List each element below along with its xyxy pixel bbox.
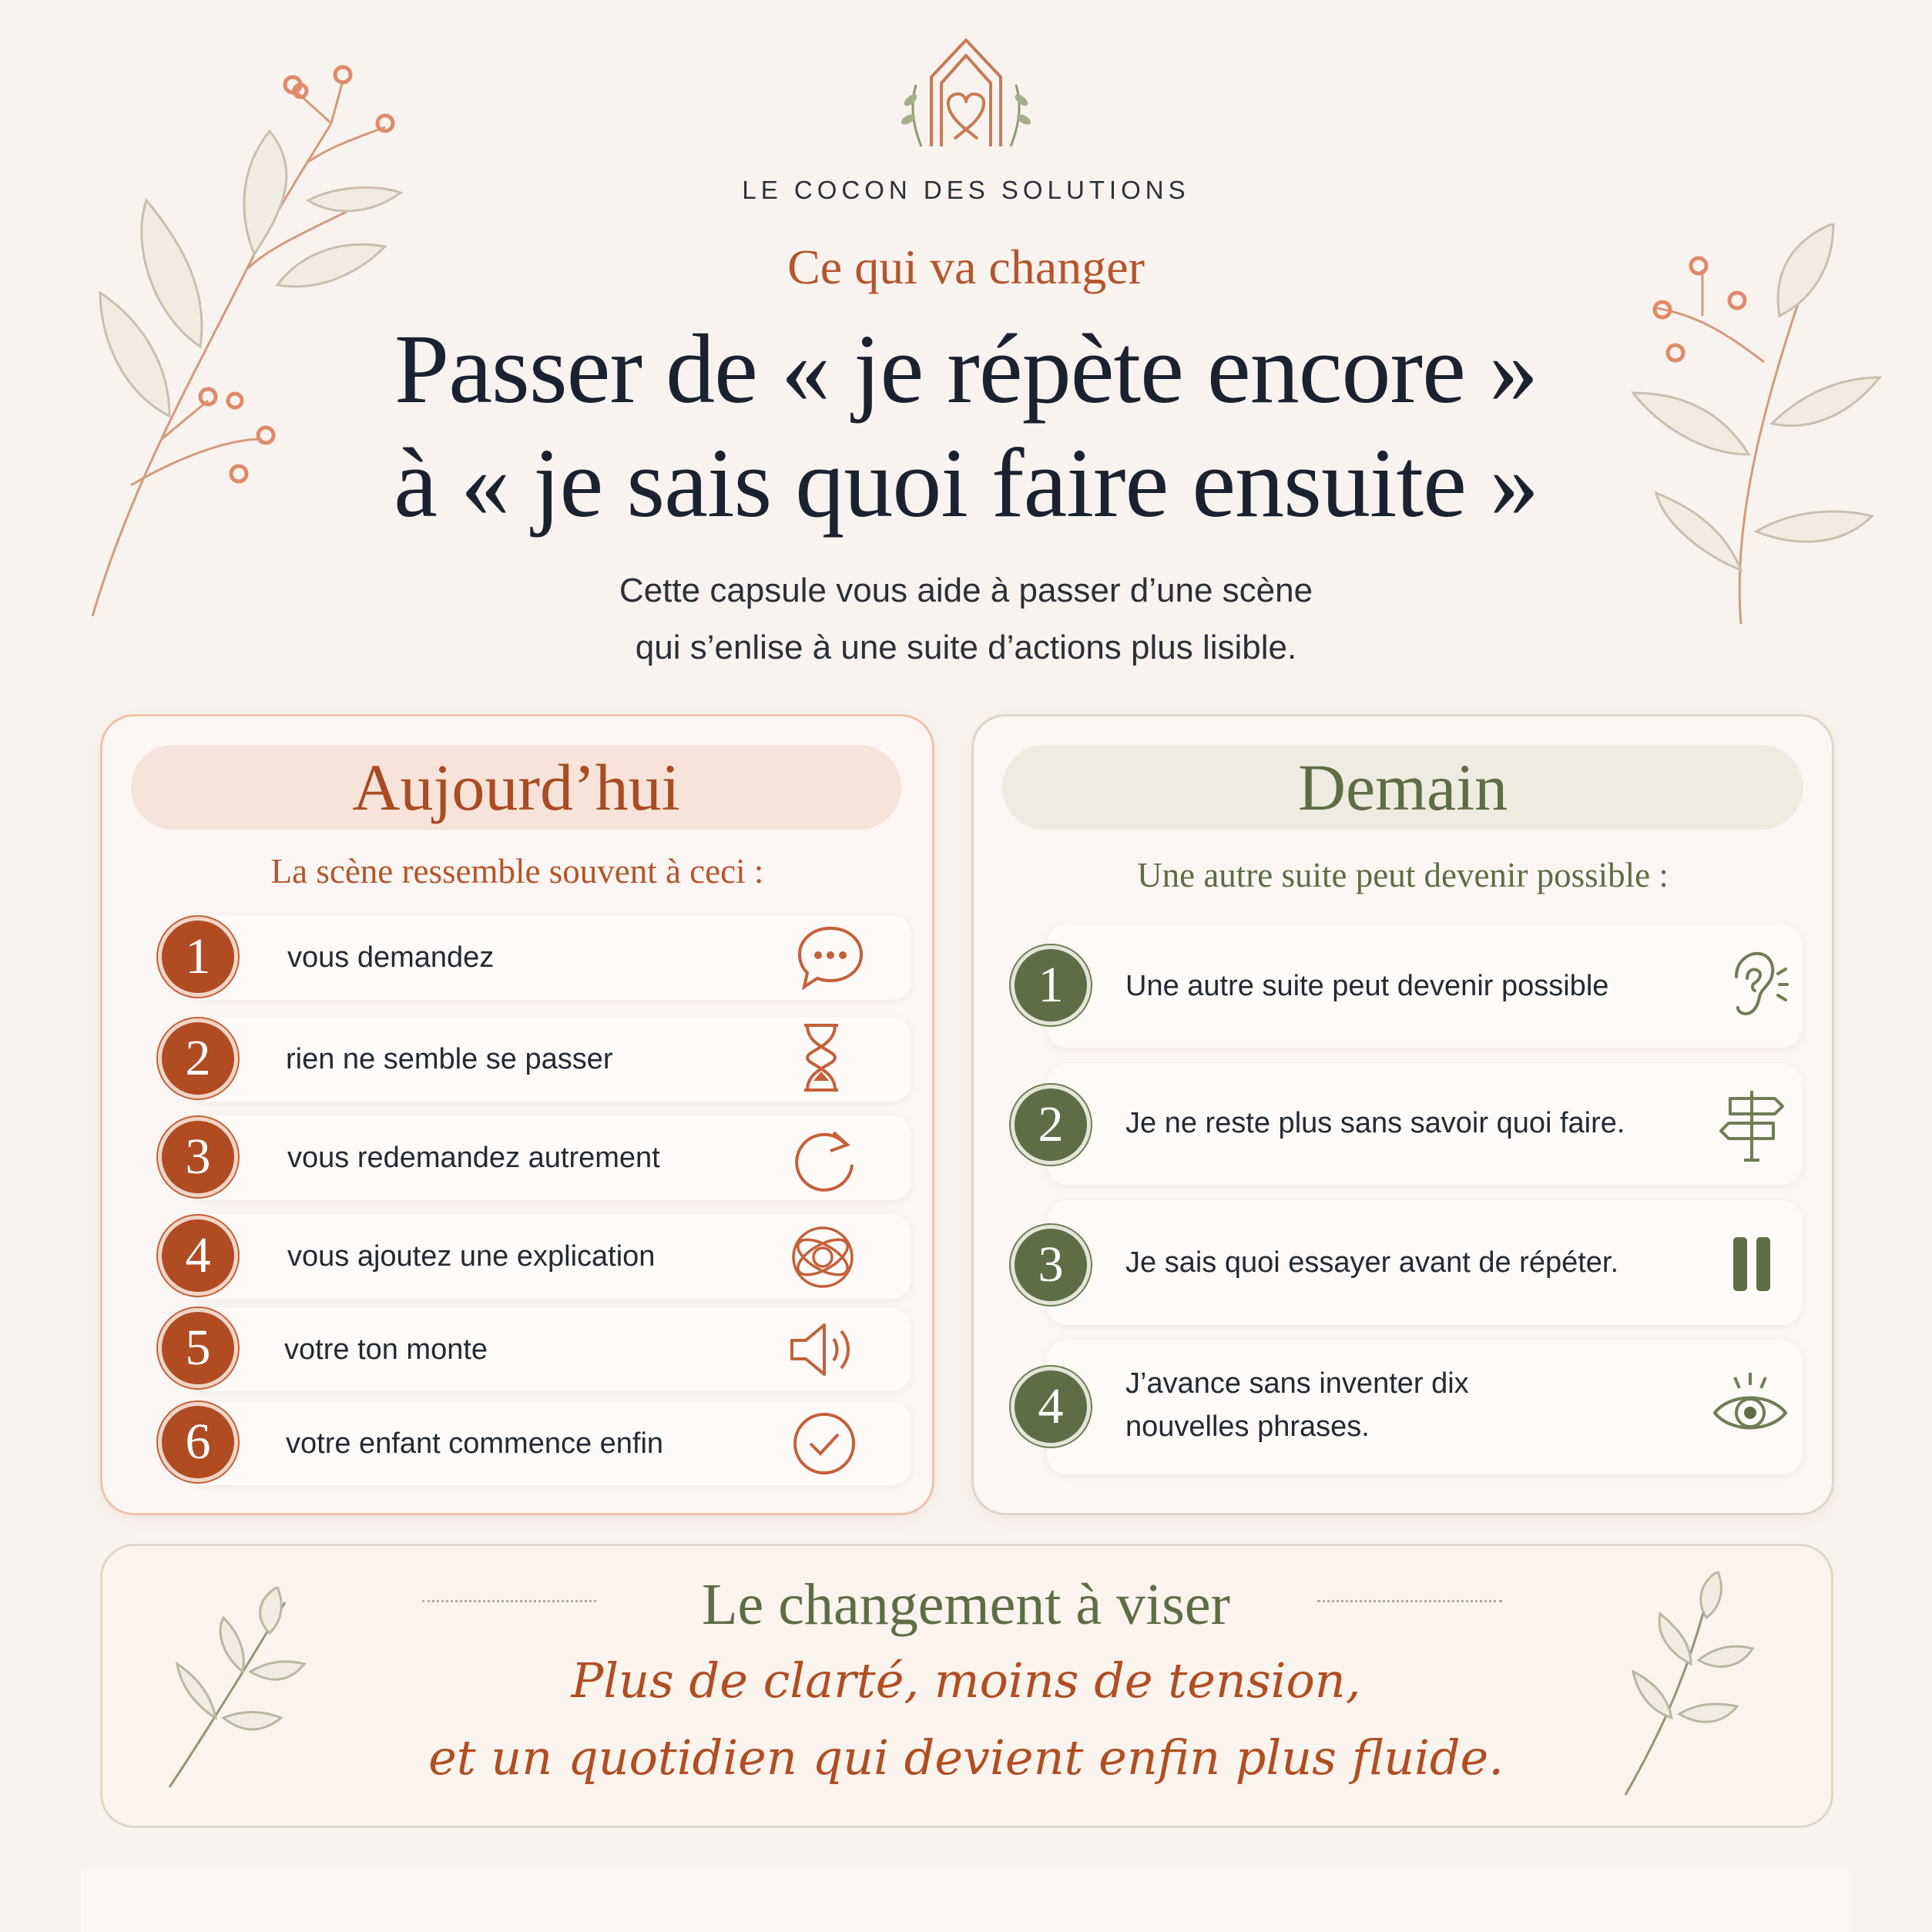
tomorrow-item-4-line-1: J’avance sans inventer dix — [1125, 1367, 1469, 1400]
today-number-2: 2 — [158, 1018, 238, 1098]
tomorrow-item-2-text: Je ne reste plus sans savoir quoi faire. — [1125, 1107, 1625, 1139]
footer-strip — [81, 1870, 1850, 1932]
tomorrow-title: Demain — [1002, 745, 1803, 830]
brand-name: LE COCON DES SOLUTIONS — [742, 176, 1190, 204]
tomorrow-item-3-text: Je sais quoi essayer avant de répéter. — [1125, 1246, 1619, 1279]
speaker-icon — [784, 1311, 861, 1388]
today-item-6-text: votre enfant commence enfin — [286, 1427, 664, 1460]
intro-line-2: qui s’enlise à une suite d’actions plus lisible. — [635, 629, 1297, 666]
eye-icon — [1712, 1368, 1789, 1445]
today-title: Aujourd’hui — [131, 745, 901, 830]
today-number-5: 5 — [158, 1308, 238, 1388]
today-item-4-text: vous ajoutez une explication — [287, 1240, 656, 1273]
goal-line-1: Plus de clarté, moins de tension, — [571, 1652, 1361, 1709]
goal-title: Le changement à viser — [702, 1572, 1230, 1637]
intro-line-1: Cette capsule vous aide à passer d’une scène — [619, 572, 1313, 609]
today-number-6: 6 — [158, 1402, 238, 1482]
speech-bubble-icon — [792, 919, 869, 996]
today-item-3-text: vous redemandez autrement — [287, 1142, 660, 1174]
tomorrow-row-3 — [1047, 1200, 1802, 1325]
today-card — [100, 714, 934, 1515]
hourglass-icon — [783, 1019, 860, 1096]
house-heart-logo-icon — [889, 31, 1043, 162]
tomorrow-card — [971, 714, 1834, 1515]
today-number-3: 3 — [158, 1117, 238, 1197]
tomorrow-row-1 — [1047, 924, 1802, 1048]
today-item-2-text: rien ne semble se passer — [286, 1043, 613, 1075]
pause-icon — [1713, 1225, 1790, 1302]
tomorrow-number-2: 2 — [1011, 1085, 1091, 1165]
signpost-icon — [1713, 1086, 1790, 1163]
check-circle-icon — [786, 1405, 863, 1482]
tomorrow-subtitle: Une autre suite peut devenir possible : — [1137, 856, 1669, 894]
goal-line-2: et un quotidien qui devient enfin plus fluide. — [428, 1729, 1504, 1786]
tomorrow-row-2 — [1047, 1063, 1802, 1185]
today-item-1-text: vous demandez — [287, 941, 495, 974]
tangled-circles-icon — [784, 1219, 861, 1296]
today-number-4: 4 — [158, 1216, 238, 1296]
today-item-5-text: votre ton monte — [284, 1333, 488, 1366]
today-subtitle: La scène ressemble souvent à ceci : — [270, 852, 764, 891]
page-title-line-2: à « je sais quoi faire ensuite » — [394, 428, 1538, 538]
refresh-icon — [786, 1122, 863, 1199]
intro-text — [0, 562, 1932, 676]
tomorrow-number-3: 3 — [1011, 1225, 1091, 1305]
page-title — [0, 312, 1932, 540]
kicker: Ce qui va changer — [787, 240, 1145, 294]
page-title-line-1: Passer de « je répète encore » — [394, 314, 1538, 424]
today-number-1: 1 — [158, 917, 238, 997]
tomorrow-number-1: 1 — [1011, 945, 1091, 1025]
tomorrow-row-4 — [1047, 1340, 1802, 1474]
tomorrow-item-4-text — [1125, 1362, 1469, 1448]
tomorrow-number-4: 4 — [1011, 1367, 1091, 1447]
tomorrow-item-4-line-2: nouvelles phrases. — [1125, 1410, 1370, 1443]
tomorrow-item-1-text: Une autre suite peut devenir possible — [1125, 970, 1609, 1002]
ear-icon — [1713, 946, 1790, 1023]
